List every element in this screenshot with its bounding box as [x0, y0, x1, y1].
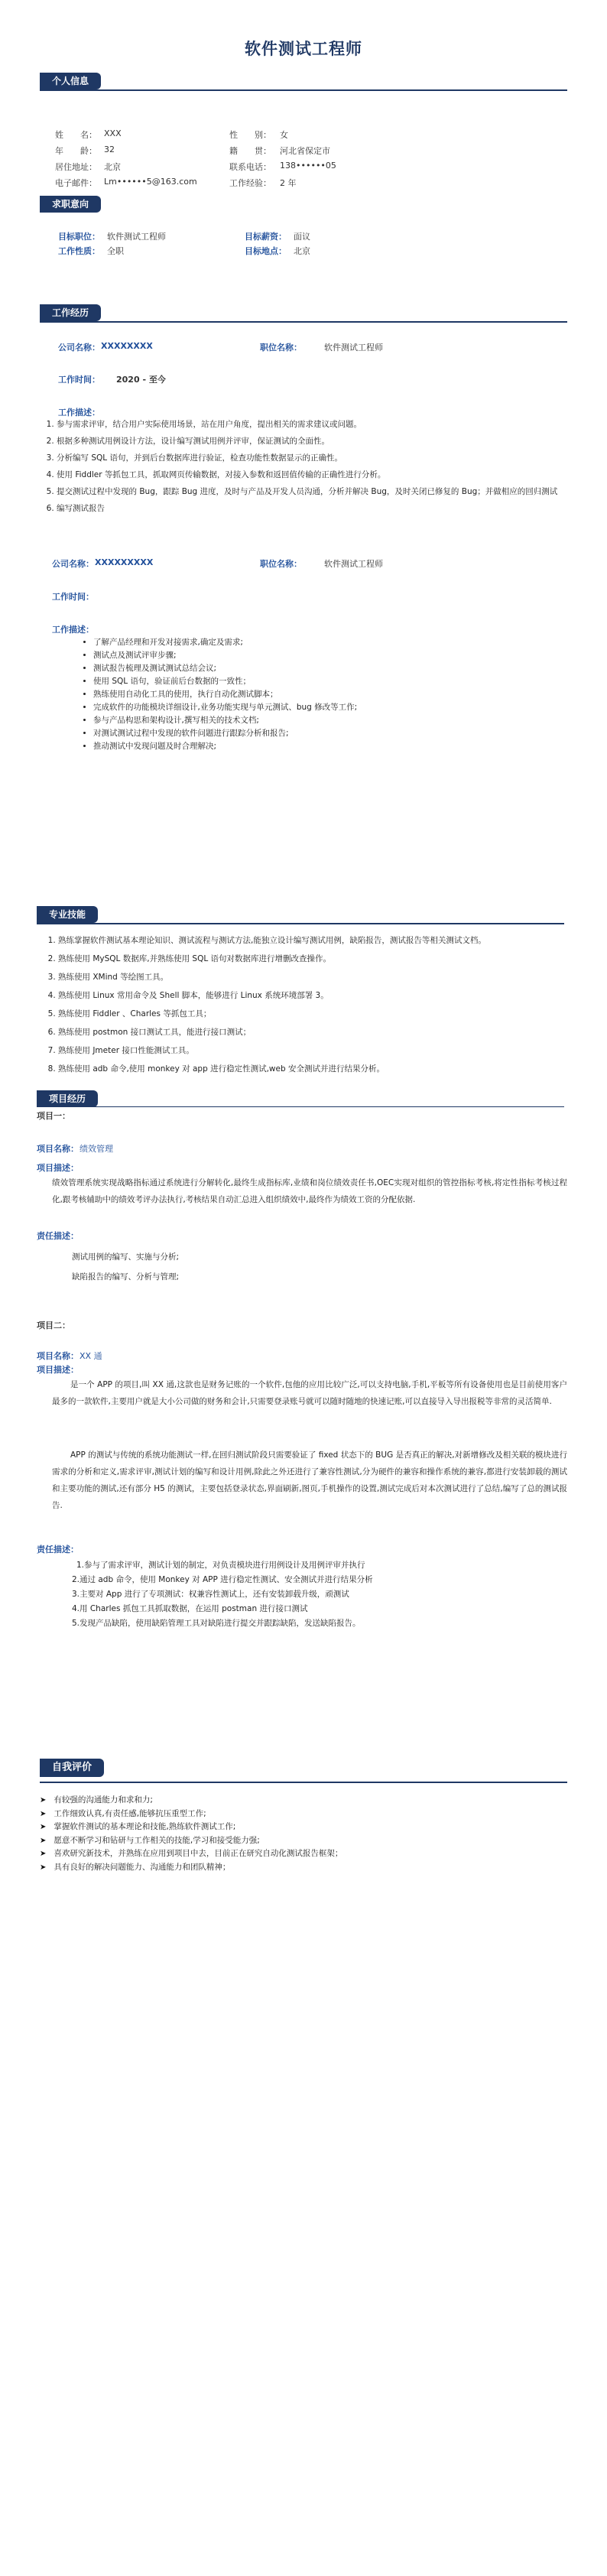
list-item: 4. 使用 Fiddler 等抓包工具，抓取网页传输数据，对接入参数和返回值传输的正确性进行分析。: [57, 466, 567, 483]
list-item: • 参与产品构思和架构设计,撰写相关的技术文档;: [93, 714, 566, 727]
work-type-value: 全职: [107, 246, 124, 256]
list-item: ➤ 具有良好的解决问题能力、沟通能力和团队精神；: [40, 1861, 567, 1875]
work-time-label: 工作时间：: [58, 375, 100, 385]
name-label: 姓 名：: [55, 130, 97, 140]
list-item: • 完成软件的功能模块详细设计,业务功能实现与单元测试、bug 修改等工作;: [93, 701, 566, 714]
list-item: ➤ 喜欢研究新技术，并熟练在应用到项目中去，目前正在研究自动化测试报告框架；: [40, 1847, 567, 1861]
section-divider: [37, 923, 564, 924]
project-desc-label: 项目描述：: [37, 1163, 79, 1173]
position-name: 软件测试工程师: [324, 559, 383, 569]
project-duty: 缺陷报告的编写、分析与管理;: [72, 1272, 180, 1282]
list-item: ➤ 工作细致认真,有责任感,能够抗压重型工作;: [40, 1808, 567, 1821]
list-item: 5. 提交测试过程中发现的 Bug，跟踪 Bug 进度，及时与产品及开发人员沟通，分析并解决 Bug，及时关闭已修复的 Bug；并做相应的回归测试: [57, 483, 567, 500]
work-time-value: 2020 - 至今: [116, 375, 166, 385]
address-label: 居住地址：: [55, 162, 97, 172]
duty-label: 责任描述：: [37, 1545, 79, 1554]
list-item: 6. 编写测试报告: [57, 500, 567, 517]
name-value: XXX: [104, 128, 122, 138]
project-duty: 4.用 Charles 抓包工具抓取数据，在运用 postman 进行接口测试: [72, 1604, 308, 1613]
list-item: 4. 熟练使用 Linux 常用命令及 Shell 脚本，能够进行 Linux 系统环境部署 3。: [58, 986, 569, 1005]
project-duty: 测试用例的编写、实施与分析;: [72, 1252, 180, 1262]
work-bullet-list: [76, 636, 566, 753]
origin-label: 籍 贯：: [229, 146, 271, 156]
project-desc: 绩效管理系统实现战略指标通过系统进行分解转化,最终生成指标库,业绩和岗位绩效责任书,OEC实现对组织的管控指标考核,将定性指标考核过程化,跟考核辅助中的绩效考评办法执行,考核结果自动汇总进入组织绩效中,最终作为绩效工资的分配依据.: [52, 1178, 567, 1204]
section-divider: [40, 89, 567, 91]
section-projects: 项目经历: [37, 1090, 98, 1107]
company-label: 公司名称：: [52, 559, 94, 569]
list-item: 3. 熟练使用 XMind 等绘图工具。: [58, 968, 569, 986]
list-item: • 推动测试中发现问题及时合理解决;: [93, 740, 566, 753]
section-work: 工作经历: [40, 304, 101, 321]
list-item: ➤ 有较强的沟通能力和求和力;: [40, 1794, 567, 1808]
email-label: 电子邮件：: [55, 178, 97, 188]
resume-title: 软件测试工程师: [245, 40, 362, 58]
project-duty: 2.通过 adb 命令，使用 Monkey 对 APP 进行稳定性测试、安全测试并进行结果分析: [72, 1575, 373, 1584]
list-item: • 使用 SQL 语句，验证前后台数据的一致性；: [93, 675, 566, 688]
skills-list: [41, 931, 569, 1078]
gender-label: 性 别：: [229, 130, 271, 140]
self-eval-list: [40, 1794, 567, 1874]
list-item: 7. 熟练使用 Jmeter 接口性能测试工具。: [58, 1041, 569, 1060]
section-divider: [40, 1782, 567, 1783]
list-item: 3. 分析编写 SQL 语句，并到后台数据库进行验证，检查功能性数据显示的正确性。: [57, 450, 567, 466]
address-value: 北京: [104, 162, 121, 172]
project-one-heading: 项目一：: [37, 1111, 70, 1121]
phone-label: 联系电话：: [229, 162, 271, 172]
list-item: 1. 熟练掌握软件测试基本理论知识、测试流程与测试方法,能独立设计编写测试用例，缺陷报告，测试报告等相关测试文档。: [58, 931, 569, 950]
section-intent: 求职意向: [40, 196, 101, 213]
section-divider: [37, 1106, 564, 1107]
work-time-label: 工作时间：: [52, 592, 94, 602]
project-desc: APP 的测试与传统的系统功能测试一样,在回归测试阶段只需要验证了 fixed 状态下的 BUG 是否真正的解决,对新增修改及相关联的模块进行需求的分析和定义,需求评审,测试计划的编写和设计用例,除此之外还进行了兼容性测试,分为硬件的兼容和操作系统的兼容,都进行安装卸载的测试和主要功能的测试,还有部分 H5 的测试，主要包括登录状态,界面刷新,图页,手机操作的设置,测试完成后对本次测试进行了总结,编写了总的测试报告.: [52, 1450, 567, 1510]
project-name: 绩效管理: [80, 1144, 113, 1154]
list-item: ➤ 愿意不断学习和钻研与工作相关的技能,学习和接受能力强;: [40, 1834, 567, 1848]
age-label: 年 龄：: [55, 146, 97, 156]
project-name-label: 项目名称：: [37, 1351, 79, 1361]
list-item: • 了解产品经理和开发对接需求,确定及需求;: [93, 636, 566, 649]
work-type-label: 工作性质：: [58, 246, 100, 256]
list-item: 6. 熟练使用 postmon 接口测试工具，能进行接口测试；: [58, 1023, 569, 1041]
project-duty: 5.发现产品缺陷，使用缺陷管理工具对缺陷进行提交并跟踪缺陷，发送缺陷报告。: [72, 1619, 361, 1628]
phone-value: 138••••••05: [280, 161, 336, 171]
list-item: • 熟练使用自动化工具的使用，执行自动化测试脚本；: [93, 688, 566, 701]
list-item: 1. 参与需求评审，结合用户实际使用场景，站在用户角度，提出相关的需求建议或问题。: [57, 416, 567, 433]
project-desc-label: 项目描述：: [37, 1365, 79, 1375]
position-name: 软件测试工程师: [324, 343, 383, 352]
target-salary-label: 目标薪资：: [245, 232, 287, 242]
origin-value: 河北省保定市: [280, 146, 330, 156]
project-name-label: 项目名称：: [37, 1144, 79, 1154]
list-item: 2. 熟练使用 MySQL 数据库,并熟练使用 SQL 语句对数据库进行增删改查操作。: [58, 950, 569, 968]
section-personal: 个人信息: [40, 73, 101, 89]
project-duty: 1.参与了需求评审，测试计划的制定，对负责模块进行用例设计及用例评审并执行: [76, 1561, 365, 1570]
section-self-eval: 自我评价: [40, 1759, 104, 1777]
target-location-value: 北京: [294, 246, 310, 256]
list-item: • 测试报告梳理及测试测试总结会议;: [93, 662, 566, 675]
duty-label: 责任描述：: [37, 1231, 79, 1241]
list-item: 8. 熟练使用 adb 命令,使用 monkey 对 app 进行稳定性测试,web 安全测试并进行结果分析。: [58, 1060, 569, 1078]
target-salary-value: 面议: [294, 232, 310, 242]
target-location-label: 目标地点：: [245, 246, 287, 256]
position-label: 职位名称：: [260, 559, 302, 569]
work-task-list: [40, 416, 567, 517]
company-name: XXXXXXXX: [101, 341, 153, 351]
work-desc-label: 工作描述：: [58, 408, 100, 417]
project-two-heading: 项目二：: [37, 1320, 70, 1330]
experience-label: 工作经验：: [229, 178, 271, 188]
experience-value: 2 年: [280, 178, 297, 188]
position-label: 职位名称：: [260, 343, 302, 352]
list-item: 2. 根据多种测试用例设计方法，设计编写测试用例并评审，保证测试的全面性。: [57, 433, 567, 450]
company-label: 公司名称：: [58, 343, 100, 352]
age-value: 32: [104, 145, 115, 154]
list-item: ➤ 掌握软件测试的基本理论和技能,熟练软件测试工作;: [40, 1821, 567, 1834]
list-item: • 对测试测试过程中发现的软件问题进行跟踪分析和报告;: [93, 727, 566, 740]
target-position-value: 软件测试工程师: [107, 232, 166, 242]
company-name: XXXXXXXXX: [95, 557, 154, 567]
list-item: • 测试点及测试评审步骤;: [93, 649, 566, 662]
project-desc: 是一个 APP 的项目,叫 XX 通,这款也是财务记账的一个软件,包他的应用比较广泛,可以支持电脑,手机,平板等所有设备使用也是目前使用客户最多的一款软件,主要用户就是大小公司做的财务和会计,只需要登录账号就可以随时随地的快速记账,可以直接导入导出报税等非常的灵活简单.: [52, 1380, 567, 1406]
project-duty: 3.主要对 App 进行了专项测试：权兼容性测试上，还有安装卸载升级，顽测试: [72, 1590, 349, 1599]
work-desc-label: 工作描述：: [52, 625, 94, 635]
gender-value: 女: [280, 130, 288, 140]
email-value: Lm••••••5@163.com: [104, 177, 197, 187]
target-position-label: 目标职位：: [58, 232, 100, 242]
section-skills: 专业技能: [37, 906, 98, 923]
list-item: 5. 熟练使用 Fiddler 、Charles 等抓包工具；: [58, 1005, 569, 1023]
section-divider: [40, 321, 567, 323]
project-name: XX 通: [80, 1351, 102, 1361]
